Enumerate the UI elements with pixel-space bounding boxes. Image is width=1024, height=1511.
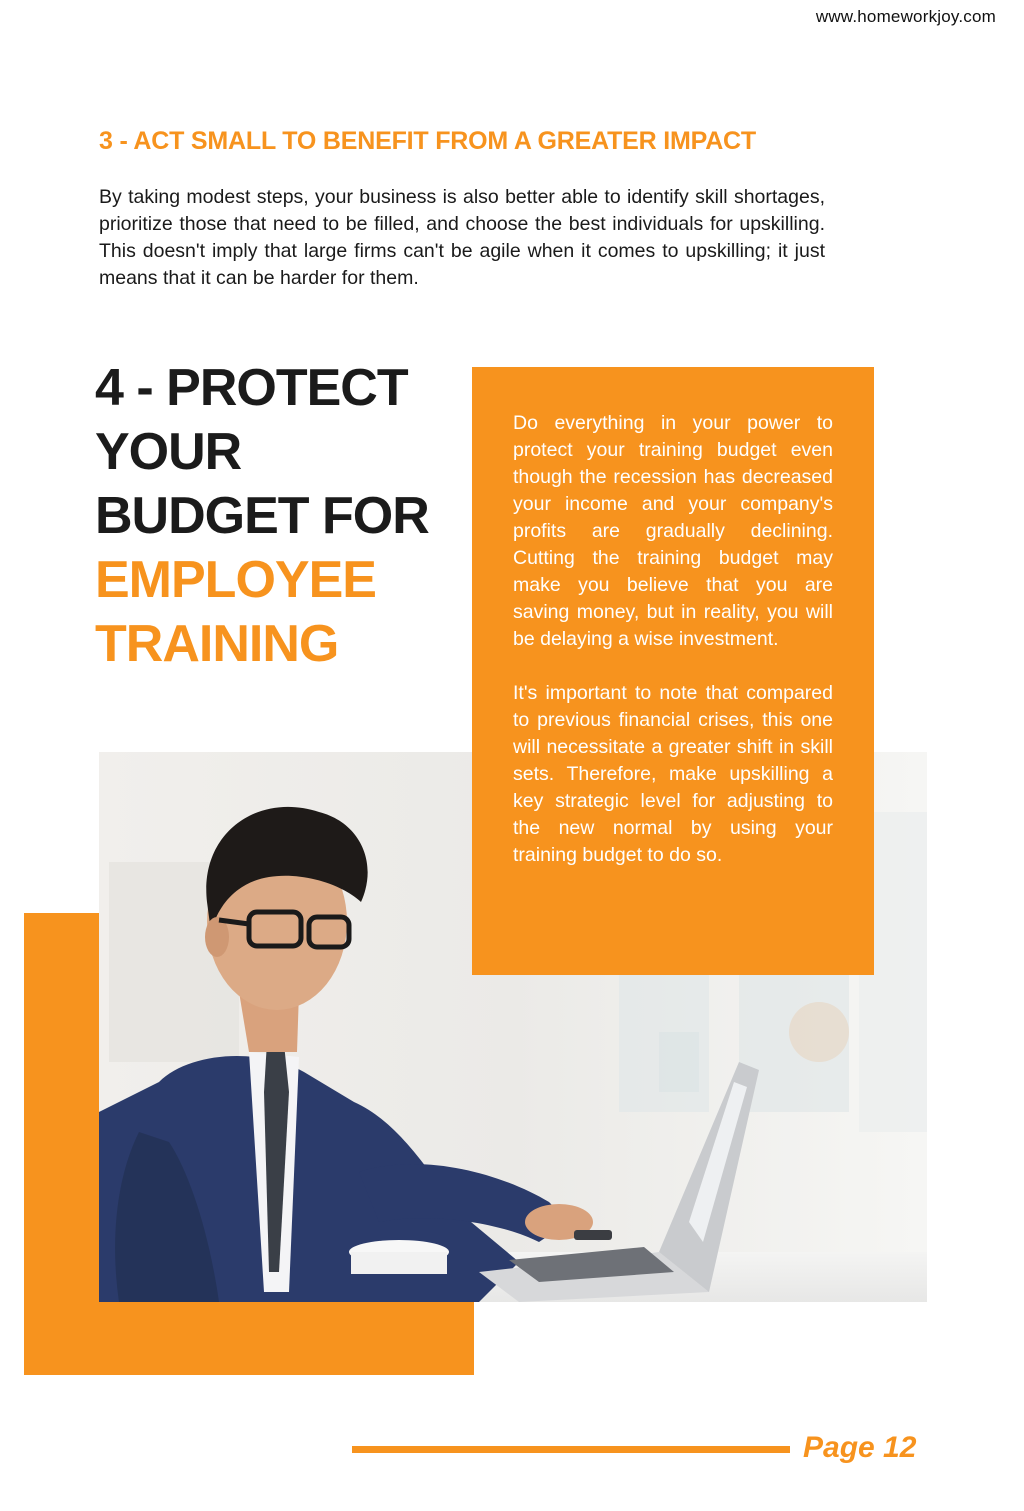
orange-text-box: [472, 367, 874, 975]
box-paragraph-2: It's important to note that compared to previous financial crises, this one will necessitate a greater shift in skill sets. Therefore, make upskilling a key strategic level for adjusting to the new normal by using your training budget to do so.: [513, 682, 833, 866]
heading-line-1: 4 - PROTECT: [95, 359, 408, 417]
section-4-heading: [95, 356, 455, 676]
site-url: www.homeworkjoy.com: [815, 7, 996, 26]
box-paragraph-1: Do everything in your power to protect your training budget even though the recession has decreased your income and your company's profits are gradually declining. Cutting the training budget may make you believe that you are saving money, but in reality, you will be delaying a wise investment.: [513, 412, 833, 650]
heading-line-3: BUDGET FOR: [95, 487, 429, 545]
page-number: Page 12: [803, 1431, 917, 1464]
section-3-heading: 3 - ACT SMALL TO BENEFIT FROM A GREATER IMPACT: [99, 127, 756, 155]
heading-line-2: YOUR: [95, 423, 242, 481]
heading-line-5: TRAINING: [95, 615, 339, 673]
section-3-body: By taking modest steps, your business is also better able to identify skill shortages, prioritize those that need to be filled, and choose the best individuals for upskilling. This doesn't imply that large firms can't be agile when it comes to upskilling; it just means that it can be harder for them.: [99, 186, 825, 289]
footer-accent-line: [352, 1446, 790, 1453]
heading-line-4: EMPLOYEE: [95, 551, 376, 609]
